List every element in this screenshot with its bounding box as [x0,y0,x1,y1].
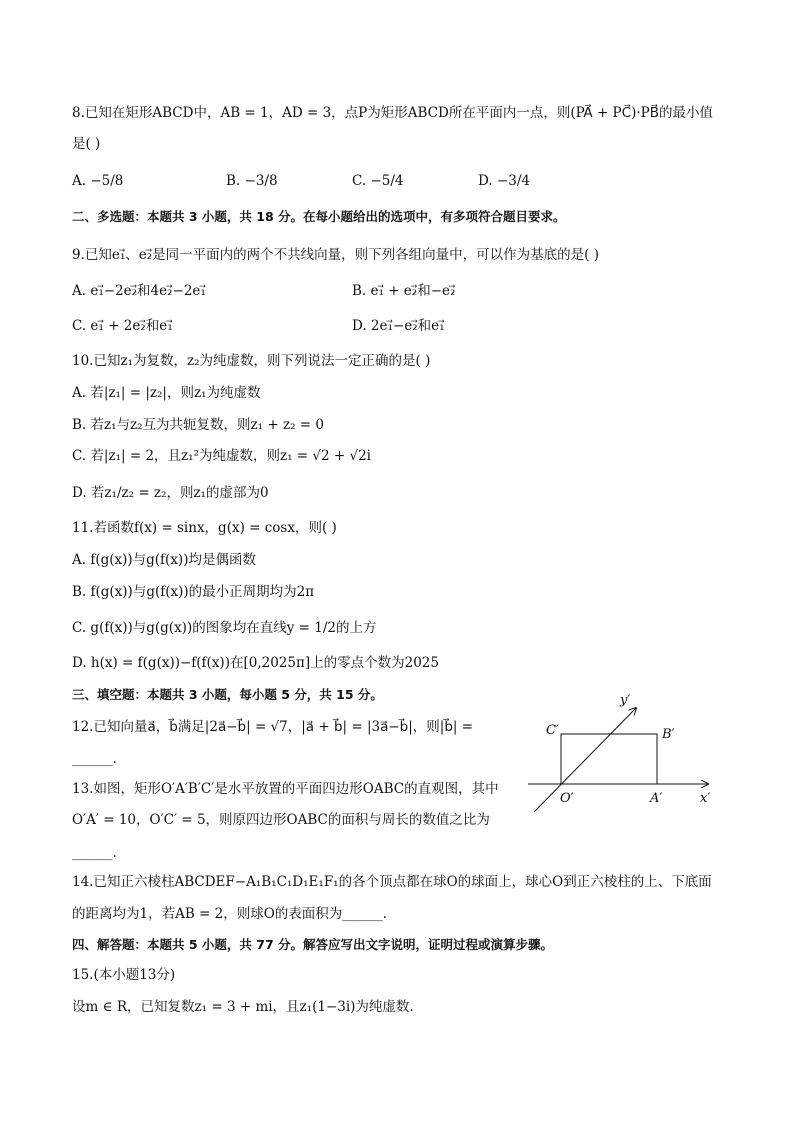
q11-stem: 11.若函数f(x) = sinx，g(x) = cosx，则( ) [72,520,337,536]
q8-stem-line2: 是( ) [72,136,101,152]
q9-option-a: A. e₁⃗−2e₂⃗和4e₂⃗−2e₁⃗ [72,283,206,299]
section-solutions-heading: 四、解答题：本题共 5 小题，共 77 分。解答应写出文字说明，证明过程或演算步骤。 [72,937,554,952]
q8-stem-line1: 8.已知在矩形ABCD中，AB = 1，AD = 3，点P为矩形ABCD所在平面内一点，则(PA⃗ + PC⃗)·PB⃗的最小值 [72,105,713,121]
label-o-prime: O′ [560,791,574,806]
q10-option-b: B. 若z₁与z₂互为共轭复数，则z₁ + z₂ = 0 [72,417,324,433]
label-c-prime: C′ [546,723,559,738]
label-x-prime: x′ [700,791,711,806]
q10-option-d: D. 若z₁/z₂ = z₂，则z₁的虚部为0 [72,485,269,501]
q8-option-c: C. −5/4 [352,173,404,189]
q13-stem-line1: 13.如图，矩形O′A′B′C′是水平放置的平面四边形OABC的直观图，其中 [72,781,499,797]
q9-option-c: C. e₁⃗ + 2e₂⃗和e₁⃗ [72,318,173,334]
q8-option-a: A. −5/8 [72,173,124,189]
q14-stem-line2: 的距离均为1，若AB = 2，则球O的表面积为______. [72,906,388,922]
q12-answer-blank: ______. [72,751,117,767]
q12-stem: 12.已知向量a⃗，b⃗满足|2a⃗−b⃗| = √7，|a⃗ + b⃗| = |3a⃗−b⃗|，则|b⃗| = [72,719,474,735]
q15-stem: 设m ∈ R，已知复数z₁ = 3 + mi，且z₁(1−3i)为纯虚数. [72,999,414,1015]
label-b-prime: B′ [662,727,675,742]
rectangle-oabc [561,734,657,784]
q15-title: 15.(本小题13分) [72,967,176,983]
q13-answer-blank: ______. [72,845,117,861]
q8-option-b: B. −3/8 [226,173,278,189]
q10-option-a: A. 若|z₁| = |z₂|，则z₁为纯虚数 [72,385,261,401]
q11-option-d: D. h(x) = f(g(x))−f(f(x))在[0,2025π]上的零点个数为2025 [72,655,439,671]
q11-option-a: A. f(g(x))与g(f(x))均是偶函数 [72,552,256,568]
label-a-prime: A′ [650,791,663,806]
q9-option-b: B. e₁⃗ + e₂⃗和−e₂⃗ [352,283,456,299]
q11-option-c: C. g(f(x))与g(g(x))的图象均在直线y = 1/2的上方 [72,620,377,636]
q9-stem: 9.已知e₁⃗、e₂⃗是同一平面内的两个不共线向量，则下列各组向量中，可以作为基底的是( ) [72,247,600,263]
section-fill-in-heading: 三、填空题：本题共 3 小题，每小题 5 分，共 15 分。 [72,687,383,702]
q14-stem-line1: 14.已知正六棱柱ABCDEF−A₁B₁C₁D₁E₁F₁的各个顶点都在球O的球面上，球心O到正六棱柱的上、下底面 [72,874,712,890]
q11-option-b: B. f(g(x))与g(f(x))的最小正周期均为2π [72,584,315,600]
oblique-projection-figure [520,688,730,818]
q8-option-d: D. −3/4 [478,173,530,189]
label-y-prime: y′ [620,693,631,708]
q9-option-d: D. 2e₁⃗−e₂⃗和e₁⃗ [352,318,445,334]
q10-option-c: C. 若|z₁| = 2，且z₁²为纯虚数，则z₁ = √2 + √2i [72,448,371,464]
section-multiple-choice-heading: 二、多选题：本题共 3 小题，共 18 分。在每小题给出的选项中，有多项符合题目要求。 [72,209,566,224]
q13-stem-line2: O′A′ = 10，O′C′ = 5，则原四边形OABC的面积与周长的数值之比为 [72,812,490,828]
q10-stem: 10.已知z₁为复数，z₂为纯虚数，则下列说法一定正确的是( ) [72,353,431,369]
